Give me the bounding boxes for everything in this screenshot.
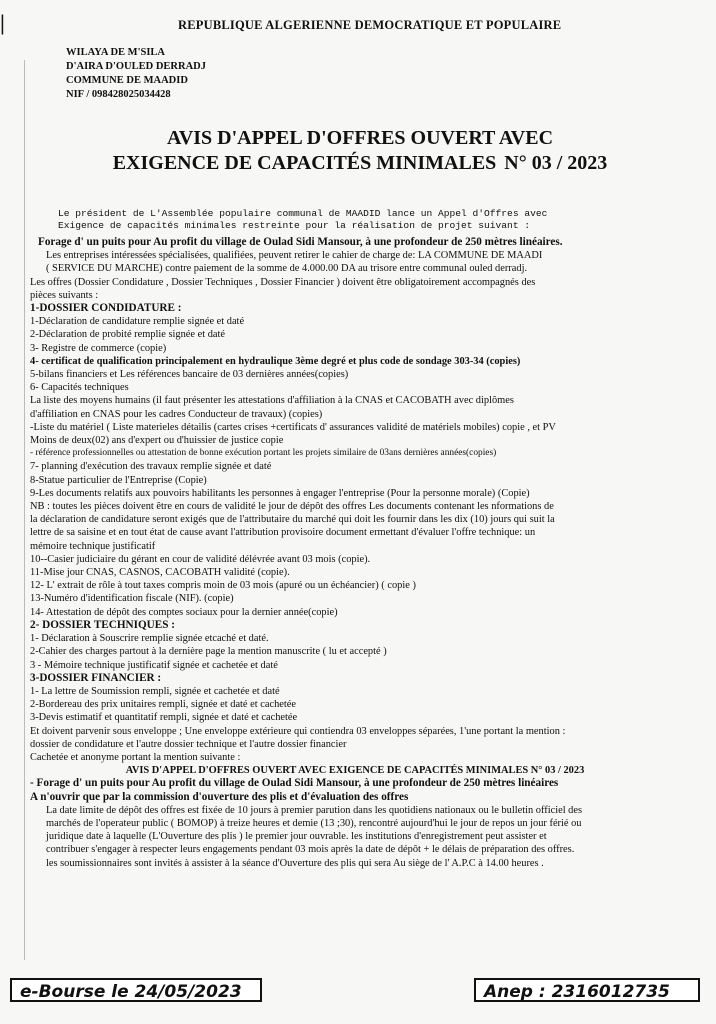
body-line: A n'ouvrir que par la commission d'ouverture des plis et d'évaluation des offres — [30, 790, 409, 803]
body-line: 2-Bordereau des prix unitaires rempli, signée et daté et cachetée — [30, 699, 296, 711]
body-line: 10--Casier judiciaire du gérant en cour de validité délévrée avant 03 mois (copie). — [30, 553, 371, 565]
scan-mark: | — [0, 10, 5, 35]
body-line: 13-Numéro d'identification fiscale (NIF). (copie) — [30, 593, 234, 605]
body-line: juridique date à laquelle (L'Ouverture des plis ) le premier jour ouvrable. les institutions d'enregistrement peut assister et — [46, 831, 547, 843]
body-line: 1- Déclaration à Souscrire remplie signée etcaché et daté. — [30, 633, 269, 645]
project-title: Forage d' un puits pour Au profit du village de Oulad Sidi Mansour, à une profondeur de 250 mètres linéaires. — [38, 236, 563, 248]
body-line: ( SERVICE DU MARCHE) contre paiement de la somme de 4.000.00 DA au trisore entre communal ouled derradj. — [46, 263, 528, 275]
body-line: la déclaration de candidature seront exigés que de l'attributaire du marché qui doit les fournir dans les dix (10) jours qui suit la — [30, 514, 555, 526]
body-line: 2-Déclaration de probité remplie signée et daté — [30, 329, 226, 341]
title-number: N° 03 / 2023 — [504, 152, 608, 174]
body-line: NB : toutes les pièces doivent être en cours de validité le jour de dépôt des offres Les documents contenant les nformations de — [30, 501, 554, 513]
republic-heading: REPUBLIQUE ALGERIENNE DEMOCRATIQUE ET POPULAIRE — [178, 18, 562, 32]
body-line: Cachetée et anonyme portant la mention suivante : — [30, 751, 241, 763]
body-line: les soumissionnaires sont invités à assister à la séance d'Ouverture des plis qui sera Au siège de l' A.P.C à 14.00 heures . — [46, 857, 544, 869]
body-line: 3-Devis estimatif et quantitatif rempli, signée et daté et cachetée — [30, 712, 298, 724]
title-line-2 — [100, 151, 620, 176]
body-line: 1-Déclaration de candidature remplie signée et daté — [30, 316, 245, 328]
body-line: 3-DOSSIER FINANCIER : — [30, 671, 162, 684]
body-line: 1-DOSSIER CONDIDATURE : — [30, 302, 182, 315]
body-line: mémoire technique justificatif — [30, 540, 156, 552]
body-line: marchés de l'operateur public ( BOMOP) à treize heures et demie (13 ;30), rencontré aujourd'hui le jour de repos un jour férié ou — [46, 817, 582, 829]
body-line: 11-Mise jour CNAS, CASNOS, CACOBATH validité (copie). — [30, 567, 290, 579]
header-commune: COMMUNE DE MAADID — [66, 75, 188, 86]
body-line: 7- planning d'exécution des travaux remplie signée et daté — [30, 461, 272, 473]
body-line: 1- La lettre de Soumission rempli, signée et cachetée et daté — [30, 685, 280, 697]
scan-edge — [24, 60, 25, 960]
intro-line-1: Le président de L'Assemblée populaire communal de MAADID lance un Appel d'Offres avec — [58, 208, 548, 219]
header-wilaya: WILAYA DE M'SILA — [66, 47, 166, 58]
body-line: contribuer s'engager à respecter leurs engagements pendant 03 mois après la date de dépôt + le délais de préparation des offres. — [46, 844, 575, 856]
body-line: - Forage d' un puits pour Au profit du village de Oulad Sidi Mansour, à une profondeur de 250 mètres linéaires — [30, 777, 559, 790]
body-line: 12- L' extrait de rôle à tout taxes compris moin de 03 mois (apuré ou un échéancier) ( copie ) — [30, 580, 416, 592]
body-line: 6- Capacités techniques — [30, 382, 129, 394]
body-line: AVIS D'APPEL D'OFFRES OUVERT AVEC EXIGENCE DE CAPACITÉS MINIMALES N° 03 / 2023 — [125, 765, 585, 777]
notice-title — [100, 126, 620, 176]
anep-number: Anep : 2316012735 — [474, 978, 700, 1002]
body-line: 8-Statue particulier de l'Entreprise (Copie) — [30, 474, 207, 486]
body-line: 9-Les documents relatifs aux pouvoirs habilitants les personnes à engager l'entreprise (Pour la personne morale) (Copie) — [30, 487, 530, 499]
body-line: d'affiliation en CNAS pour les cadres Conducteur de travaux) (copies) — [30, 408, 323, 420]
body-line: 14- Attestation de dépôt des comptes sociaux pour la dernier année(copie) — [30, 606, 338, 618]
body-lines — [30, 249, 680, 870]
body-line: 3- Registre de commerce (copie) — [30, 342, 167, 354]
title-line-1: AVIS D'APPEL D'OFFRES OUVERT AVEC — [166, 127, 554, 149]
body-line: La date limite de dépôt des offres est fixée de 10 jours à premier parution dans les quotidiens nationaux ou le bulletin officiel des — [46, 804, 583, 816]
body-line: Et doivent parvenir sous enveloppe ; Une enveloppe extérieure qui contiendra 03 enveloppes séparées, 1'une portant la mention : — [30, 725, 566, 737]
body-line: 3 - Mémoire technique justificatif signée et cachetée et daté — [30, 659, 278, 671]
body-line: Les offres (Dossier Condidature , Dossier Techniques , Dossier Financier ) doivent être obligatoirement accompagnés des — [30, 276, 536, 288]
intro-line-2: Exigence de capacités minimales restreinte pour la réalisation de projet suivant : — [58, 220, 531, 231]
title-line-2-text: EXIGENCE DE CAPACITÉS MINIMALES — [112, 152, 497, 174]
body-line: Les entreprises intéressées spécialisées, qualifiées, peuvent retirer le cahier de charge de: LA COMMUNE DE MAADI — [46, 250, 543, 262]
body-line: Moins de deux(02) ans d'expert ou d'huissier de justice copie — [30, 435, 284, 447]
body-line: lettre de sa saisine et en tout état de cause avant l'attribution provisoire document ermettant d'évaluer l'offre technique: un — [30, 527, 536, 539]
body-line: - référence professionnelles ou attestation de bonne exécution portant les projets similaire de 03ans dernières années(copies) — [30, 448, 497, 459]
body-line: pièces suivants : — [30, 289, 99, 301]
body-line: 2- DOSSIER TECHNIQUES : — [30, 618, 175, 631]
body-line: La liste des moyens humains (il faut présenter les attestations d'affiliation à la CNAS et CACOBATH avec diplômes — [30, 395, 514, 407]
body-line: 4- certificat de qualification principalement en hydraulique 3ème degré et plus code de sondage 303-34 (copies) — [30, 355, 521, 367]
ebourse-date: e-Bourse le 24/05/2023 — [10, 978, 262, 1002]
header-nif: NIF / 098428025034428 — [66, 89, 171, 100]
body-line: 5-bilans financiers et Les références bancaire de 03 dernières années(copies) — [30, 369, 349, 381]
header-daira: D'AIRA D'OULED DERRADJ — [66, 61, 207, 72]
body-line: 2-Cahier des charges partout à la dernière page la mention manuscrite ( lu et accepté ) — [30, 646, 387, 658]
body-line: dossier de condidature et l'autre dossier technique et l'autre dossier financier — [30, 738, 347, 750]
body-line: -Liste du matériel ( Liste materieles détailis (cartes crises +certificats d' assurances validité de matériels mobiles) copie , et PV — [30, 421, 556, 433]
notice-body — [30, 236, 680, 870]
